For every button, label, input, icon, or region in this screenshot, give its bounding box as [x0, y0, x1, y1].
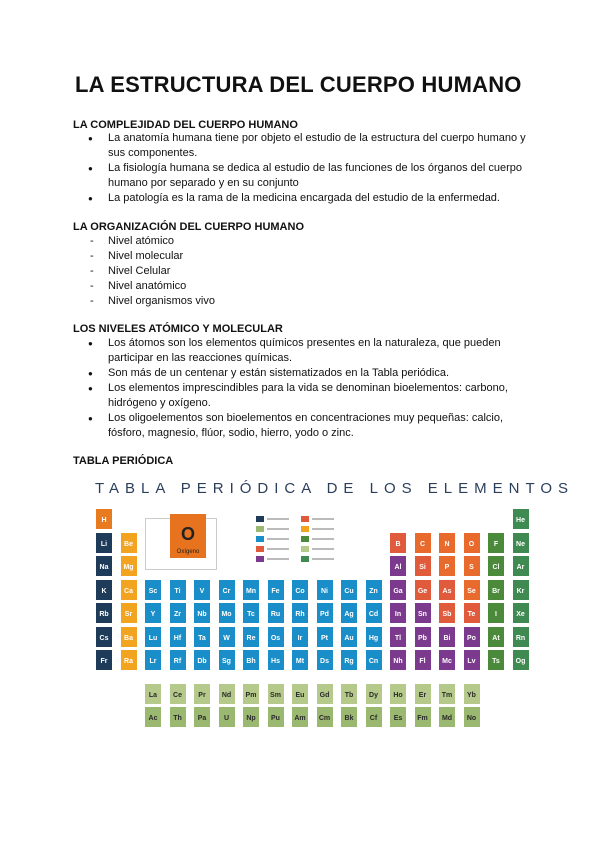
element-at: At — [488, 627, 504, 647]
element-rg: Rg — [341, 650, 357, 670]
element-ce: Ce — [170, 684, 186, 704]
element-au: Au — [341, 627, 357, 647]
element-br: Br — [488, 580, 504, 600]
legend-text — [267, 548, 289, 550]
element-lu: Lu — [145, 627, 161, 647]
element-c: C — [415, 533, 431, 553]
legend-text — [312, 518, 334, 520]
list-item: - Nivel organismos vivo — [88, 294, 528, 309]
element-rf: Rf — [170, 650, 186, 670]
legend-text — [267, 518, 289, 520]
key-element-symbol: O — [180, 524, 195, 544]
element-sg: Sg — [219, 650, 235, 670]
key-element-tile — [170, 514, 206, 558]
element-rn: Rn — [513, 627, 529, 647]
key-element-name: Oxígeno — [176, 549, 200, 555]
legend-swatch — [256, 526, 264, 532]
legend-text — [267, 558, 289, 560]
element-ir: Ir — [292, 627, 308, 647]
list-item: ● Los átomos son los elementos químicos presentes en la naturaleza, que pueden participar en las reacciones químicas. — [88, 336, 528, 366]
element-se: Se — [464, 580, 480, 600]
element-th: Th — [170, 707, 186, 727]
element-la: La — [145, 684, 161, 704]
list-item: - Nivel atómico — [88, 234, 528, 249]
element-co: Co — [292, 580, 308, 600]
element-nb: Nb — [194, 603, 210, 623]
element-s: S — [464, 556, 480, 576]
element-cr: Cr — [219, 580, 235, 600]
element-es: Es — [390, 707, 406, 727]
element-og: Og — [513, 650, 529, 670]
element-fr: Fr — [96, 650, 112, 670]
element-ac: Ac — [145, 707, 161, 727]
element-eu: Eu — [292, 684, 308, 704]
element-ru: Ru — [268, 603, 284, 623]
element-os: Os — [268, 627, 284, 647]
element-be: Be — [121, 533, 137, 553]
element-b: B — [390, 533, 406, 553]
element-ti: Ti — [170, 580, 186, 600]
element-bk: Bk — [341, 707, 357, 727]
element-cs: Cs — [96, 627, 112, 647]
element-he: He — [513, 509, 529, 529]
legend-swatch — [301, 516, 309, 522]
element-bh: Bh — [243, 650, 259, 670]
element-cf: Cf — [366, 707, 382, 727]
element-mt: Mt — [292, 650, 308, 670]
element-ds: Ds — [317, 650, 333, 670]
element-sb: Sb — [439, 603, 455, 623]
dash-list — [88, 234, 528, 309]
element-mo: Mo — [219, 603, 235, 623]
section-heading: LA ORGANIZACIÓN DEL CUERPO HUMANO — [73, 221, 304, 233]
legend-swatch — [256, 556, 264, 562]
element-f: F — [488, 533, 504, 553]
legend-swatch — [256, 536, 264, 542]
element-ra: Ra — [121, 650, 137, 670]
element-pa: Pa — [194, 707, 210, 727]
element-lv: Lv — [464, 650, 480, 670]
element-er: Er — [415, 684, 431, 704]
list-item: ● La anatomía humana tiene por objeto el estudio de la estructura del cuerpo humano y sus componentes. — [88, 131, 528, 161]
element-pm: Pm — [243, 684, 259, 704]
legend-swatch — [301, 526, 309, 532]
element-yb: Yb — [464, 684, 480, 704]
element-ca: Ca — [121, 580, 137, 600]
list-item: - Nivel molecular — [88, 249, 528, 264]
element-sn: Sn — [415, 603, 431, 623]
element-as: As — [439, 580, 455, 600]
list-item: ● Los oligoelementos son bioelementos en concentraciones muy pequeñas: calcio, fósforo, magnesio, flúor, sodio, hierro, yodo o zinc. — [88, 411, 528, 441]
element-kr: Kr — [513, 580, 529, 600]
element-k: K — [96, 580, 112, 600]
element-rb: Rb — [96, 603, 112, 623]
element-re: Re — [243, 627, 259, 647]
element-mc: Mc — [439, 650, 455, 670]
element-cm: Cm — [317, 707, 333, 727]
element-pb: Pb — [415, 627, 431, 647]
element-ar: Ar — [513, 556, 529, 576]
element-pr: Pr — [194, 684, 210, 704]
element-lr: Lr — [145, 650, 161, 670]
element-ga: Ga — [390, 580, 406, 600]
element-cu: Cu — [341, 580, 357, 600]
legend-text — [267, 538, 289, 540]
element-p: P — [439, 556, 455, 576]
element-ge: Ge — [415, 580, 431, 600]
section-heading: LA COMPLEJIDAD DEL CUERPO HUMANO — [73, 119, 298, 131]
legend-text — [312, 558, 334, 560]
bullet-list — [88, 336, 528, 441]
element-cl: Cl — [488, 556, 504, 576]
element-hs: Hs — [268, 650, 284, 670]
element-ba: Ba — [121, 627, 137, 647]
element-pu: Pu — [268, 707, 284, 727]
element-xe: Xe — [513, 603, 529, 623]
element-na: Na — [96, 556, 112, 576]
element-ag: Ag — [341, 603, 357, 623]
element-ts: Ts — [488, 650, 504, 670]
legend-swatch — [256, 516, 264, 522]
element-i: I — [488, 603, 504, 623]
element-y: Y — [145, 603, 161, 623]
element-tc: Tc — [243, 603, 259, 623]
element-u: U — [219, 707, 235, 727]
element-pt: Pt — [317, 627, 333, 647]
element-cn: Cn — [366, 650, 382, 670]
element-al: Al — [390, 556, 406, 576]
legend-swatch — [301, 546, 309, 552]
element-fe: Fe — [268, 580, 284, 600]
element-pd: Pd — [317, 603, 333, 623]
element-ta: Ta — [194, 627, 210, 647]
element-o: O — [464, 533, 480, 553]
element-tm: Tm — [439, 684, 455, 704]
element-nd: Nd — [219, 684, 235, 704]
element-dy: Dy — [366, 684, 382, 704]
element-md: Md — [439, 707, 455, 727]
legend-swatch — [256, 546, 264, 552]
element-ho: Ho — [390, 684, 406, 704]
element-tl: Tl — [390, 627, 406, 647]
list-item: ● La fisiología humana se dedica al estudio de las funciones de los órganos del cuerpo humano por separado y en su conjunto — [88, 161, 528, 191]
element-fl: Fl — [415, 650, 431, 670]
element-w: W — [219, 627, 235, 647]
element-te: Te — [464, 603, 480, 623]
element-li: Li — [96, 533, 112, 553]
legend-text — [312, 538, 334, 540]
element-hg: Hg — [366, 627, 382, 647]
element-am: Am — [292, 707, 308, 727]
list-item: - Nivel Celular — [88, 264, 528, 279]
element-po: Po — [464, 627, 480, 647]
element-mn: Mn — [243, 580, 259, 600]
list-item: ● Son más de un centenar y están sistematizados en la Tabla periódica. — [88, 366, 528, 381]
element-in: In — [390, 603, 406, 623]
element-n: N — [439, 533, 455, 553]
element-sc: Sc — [145, 580, 161, 600]
element-mg: Mg — [121, 556, 137, 576]
element-fm: Fm — [415, 707, 431, 727]
element-h: H — [96, 509, 112, 529]
element-v: V — [194, 580, 210, 600]
element-sr: Sr — [121, 603, 137, 623]
element-ne: Ne — [513, 533, 529, 553]
element-si: Si — [415, 556, 431, 576]
bullet-list — [88, 131, 528, 206]
section-heading: LOS NIVELES ATÓMICO Y MOLECULAR — [73, 323, 283, 335]
legend-text — [312, 528, 334, 530]
element-tb: Tb — [341, 684, 357, 704]
element-no: No — [464, 707, 480, 727]
element-sm: Sm — [268, 684, 284, 704]
element-np: Np — [243, 707, 259, 727]
list-item: ● La patología es la rama de la medicina encargada del estudio de la enfermedad. — [88, 191, 528, 206]
periodic-table-title: TABLA PERIÓDICA DE LOS ELEMENTOS — [95, 480, 575, 497]
element-nh: Nh — [390, 650, 406, 670]
element-gd: Gd — [317, 684, 333, 704]
element-hf: Hf — [170, 627, 186, 647]
element-rh: Rh — [292, 603, 308, 623]
page-title: LA ESTRUCTURA DEL CUERPO HUMANO — [75, 72, 522, 97]
legend-swatch — [301, 556, 309, 562]
legend-text — [312, 548, 334, 550]
legend-text — [267, 528, 289, 530]
section-heading: TABLA PERIÓDICA — [73, 455, 174, 467]
element-ni: Ni — [317, 580, 333, 600]
element-zr: Zr — [170, 603, 186, 623]
list-item: ● Los elementos imprescindibles para la vida se denominan bioelementos: carbono, hidrógeno y oxígeno. — [88, 381, 528, 411]
element-cd: Cd — [366, 603, 382, 623]
element-db: Db — [194, 650, 210, 670]
element-bi: Bi — [439, 627, 455, 647]
element-zn: Zn — [366, 580, 382, 600]
legend-swatch — [301, 536, 309, 542]
list-item: - Nivel anatómico — [88, 279, 528, 294]
